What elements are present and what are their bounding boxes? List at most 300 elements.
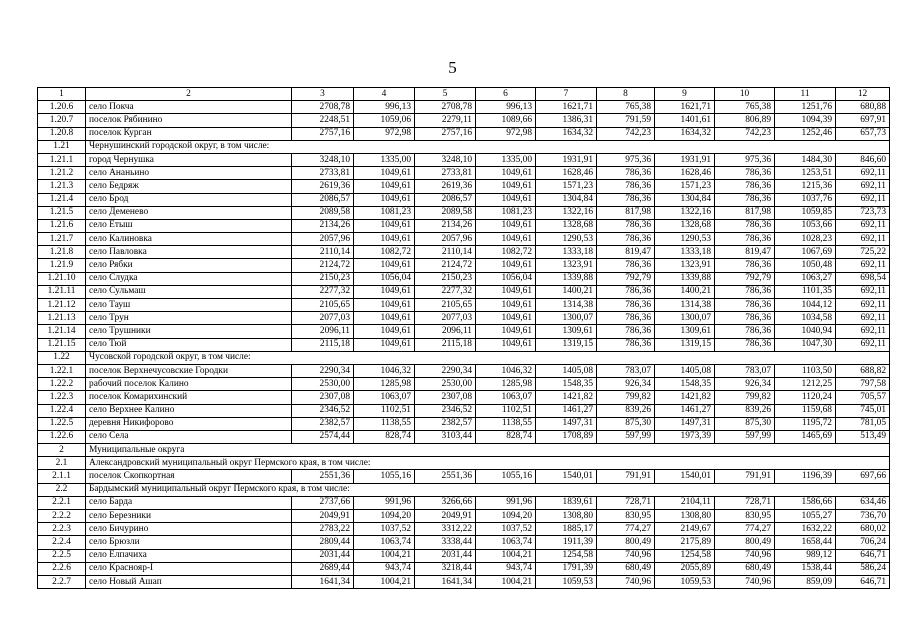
value-cell: 783,07 xyxy=(597,364,655,377)
value-cell: 1049,61 xyxy=(354,233,415,246)
value-cell: 1101,35 xyxy=(775,285,836,298)
row-code: 2.1.1 xyxy=(38,470,86,483)
value-cell: 692,11 xyxy=(836,299,890,312)
value-cell: 2055,89 xyxy=(655,562,715,575)
row-code: 2.2.1 xyxy=(38,496,86,509)
value-cell: 786,36 xyxy=(715,325,775,338)
row-code: 2.2 xyxy=(38,483,86,496)
value-cell: 791,91 xyxy=(597,470,655,483)
value-cell: 1300,07 xyxy=(655,312,715,325)
value-cell: 697,91 xyxy=(836,114,890,127)
value-cell: 1049,61 xyxy=(354,325,415,338)
value-cell: 1040,94 xyxy=(775,325,836,338)
group-row xyxy=(38,444,890,457)
value-cell: 839,26 xyxy=(597,404,655,417)
value-cell: 786,36 xyxy=(715,299,775,312)
table-row xyxy=(38,364,890,377)
value-cell: 1059,53 xyxy=(536,575,597,588)
settlement-name: поселок Верхнечусовские Городки xyxy=(86,364,292,377)
row-code: 1.20.6 xyxy=(38,101,86,114)
value-cell: 1254,58 xyxy=(655,549,715,562)
value-cell: 1049,61 xyxy=(354,312,415,325)
value-cell: 2105,65 xyxy=(415,299,476,312)
value-cell: 1304,84 xyxy=(655,193,715,206)
value-cell: 2149,67 xyxy=(655,523,715,536)
settlement-name: деревня Никифорово xyxy=(86,417,292,430)
value-cell: 1309,61 xyxy=(655,325,715,338)
table-row xyxy=(38,430,890,443)
value-cell: 1314,38 xyxy=(536,299,597,312)
settlement-name: село Слудка xyxy=(86,272,292,285)
settlement-name: село Трушники xyxy=(86,325,292,338)
value-cell: 2115,18 xyxy=(415,338,476,351)
value-cell: 2175,89 xyxy=(655,536,715,549)
value-cell: 1319,15 xyxy=(536,338,597,351)
value-cell: 1308,80 xyxy=(536,510,597,523)
value-cell: 1791,39 xyxy=(536,562,597,575)
row-code: 1.21.10 xyxy=(38,272,86,285)
value-cell: 972,98 xyxy=(476,127,536,140)
settlement-name: село Новый Ашап xyxy=(86,575,292,588)
table-row xyxy=(38,536,890,549)
value-cell: 830,95 xyxy=(715,510,775,523)
value-cell: 786,36 xyxy=(715,312,775,325)
value-cell: 943,74 xyxy=(476,562,536,575)
value-cell: 1059,85 xyxy=(775,206,836,219)
value-cell: 740,96 xyxy=(715,575,775,588)
value-cell: 1034,58 xyxy=(775,312,836,325)
value-cell: 742,23 xyxy=(715,127,775,140)
value-cell: 819,47 xyxy=(597,246,655,259)
value-cell: 705,57 xyxy=(836,391,890,404)
value-cell: 1421,82 xyxy=(655,391,715,404)
value-cell: 1049,61 xyxy=(476,233,536,246)
value-cell: 2150,23 xyxy=(292,272,354,285)
value-cell: 1839,61 xyxy=(536,496,597,509)
row-code: 2.2.6 xyxy=(38,562,86,575)
table-row xyxy=(38,193,890,206)
value-cell: 1138,55 xyxy=(476,417,536,430)
value-cell: 2619,36 xyxy=(292,180,354,193)
value-cell: 1050,48 xyxy=(775,259,836,272)
row-code: 1.21.5 xyxy=(38,206,86,219)
value-cell: 1049,61 xyxy=(354,167,415,180)
value-cell: 2619,36 xyxy=(415,180,476,193)
value-cell: 3338,44 xyxy=(415,536,476,549)
value-cell: 830,95 xyxy=(597,510,655,523)
value-cell: 513,49 xyxy=(836,430,890,443)
value-cell: 786,36 xyxy=(597,219,655,232)
value-cell: 989,12 xyxy=(775,549,836,562)
table-row xyxy=(38,496,890,509)
value-cell: 2307,08 xyxy=(292,391,354,404)
value-cell: 1044,12 xyxy=(775,299,836,312)
value-cell: 1401,61 xyxy=(655,114,715,127)
value-cell: 2757,16 xyxy=(415,127,476,140)
value-cell: 1621,71 xyxy=(536,101,597,114)
table-row xyxy=(38,127,890,140)
value-cell: 692,11 xyxy=(836,325,890,338)
row-code: 1.22 xyxy=(38,351,86,364)
value-cell: 1004,21 xyxy=(476,575,536,588)
column-header: 5 xyxy=(415,88,476,101)
value-cell: 2733,81 xyxy=(292,167,354,180)
value-cell: 1571,23 xyxy=(655,180,715,193)
value-cell: 680,02 xyxy=(836,523,890,536)
value-cell: 1081,23 xyxy=(354,206,415,219)
value-cell: 1333,18 xyxy=(655,246,715,259)
value-cell: 800,49 xyxy=(715,536,775,549)
table-row xyxy=(38,404,890,417)
value-cell: 1049,61 xyxy=(476,180,536,193)
value-cell: 1089,66 xyxy=(476,114,536,127)
value-cell: 996,13 xyxy=(354,101,415,114)
value-cell: 2757,16 xyxy=(292,127,354,140)
value-cell: 2096,11 xyxy=(415,325,476,338)
value-cell: 781,05 xyxy=(836,417,890,430)
value-cell: 1254,58 xyxy=(536,549,597,562)
row-code: 1.20.7 xyxy=(38,114,86,127)
value-cell: 1339,88 xyxy=(536,272,597,285)
value-cell: 1634,32 xyxy=(655,127,715,140)
column-header: 1 xyxy=(38,88,86,101)
table-row xyxy=(38,153,890,166)
table-row xyxy=(38,180,890,193)
value-cell: 2290,34 xyxy=(292,364,354,377)
value-cell: 657,73 xyxy=(836,127,890,140)
value-cell: 1094,39 xyxy=(775,114,836,127)
value-cell: 586,24 xyxy=(836,562,890,575)
table-row xyxy=(38,299,890,312)
value-cell: 991,96 xyxy=(476,496,536,509)
value-cell: 786,36 xyxy=(597,325,655,338)
value-cell: 2382,57 xyxy=(292,417,354,430)
row-code: 2.2.2 xyxy=(38,510,86,523)
value-cell: 1215,36 xyxy=(775,180,836,193)
value-cell: 680,88 xyxy=(836,101,890,114)
group-title: Чусовской городской округ, в том числе: xyxy=(86,351,890,364)
value-cell: 2783,22 xyxy=(292,523,354,536)
value-cell: 1055,16 xyxy=(354,470,415,483)
settlement-name: село Трун xyxy=(86,312,292,325)
row-code: 1.22.5 xyxy=(38,417,86,430)
value-cell: 786,36 xyxy=(715,338,775,351)
value-cell: 817,98 xyxy=(715,206,775,219)
value-cell: 3103,44 xyxy=(415,430,476,443)
group-row xyxy=(38,483,890,496)
value-cell: 1049,61 xyxy=(476,325,536,338)
value-cell: 1102,51 xyxy=(476,404,536,417)
table-header-row xyxy=(38,88,890,101)
column-header: 6 xyxy=(476,88,536,101)
value-cell: 2086,57 xyxy=(415,193,476,206)
value-cell: 1055,16 xyxy=(476,470,536,483)
value-cell: 1049,61 xyxy=(354,299,415,312)
value-cell: 692,11 xyxy=(836,167,890,180)
value-cell: 1405,08 xyxy=(655,364,715,377)
settlement-name: село Тауш xyxy=(86,299,292,312)
value-cell: 1251,76 xyxy=(775,101,836,114)
value-cell: 943,74 xyxy=(354,562,415,575)
value-cell: 736,70 xyxy=(836,510,890,523)
page-number: 5 xyxy=(448,58,457,77)
value-cell: 2089,58 xyxy=(292,206,354,219)
value-cell: 740,96 xyxy=(715,549,775,562)
value-cell: 1049,61 xyxy=(476,259,536,272)
value-cell: 1049,61 xyxy=(476,285,536,298)
value-cell: 2057,96 xyxy=(415,233,476,246)
value-cell: 786,36 xyxy=(597,167,655,180)
value-cell: 692,11 xyxy=(836,219,890,232)
settlement-name: поселок Курган xyxy=(86,127,292,140)
table-row xyxy=(38,206,890,219)
value-cell: 728,71 xyxy=(597,496,655,509)
value-cell: 742,23 xyxy=(597,127,655,140)
value-cell: 1461,27 xyxy=(655,404,715,417)
value-cell: 634,46 xyxy=(836,496,890,509)
value-cell: 800,49 xyxy=(597,536,655,549)
value-cell: 1386,31 xyxy=(536,114,597,127)
value-cell: 1339,88 xyxy=(655,272,715,285)
table-row xyxy=(38,378,890,391)
table-row xyxy=(38,272,890,285)
value-cell: 786,36 xyxy=(597,180,655,193)
value-cell: 1335,00 xyxy=(354,153,415,166)
value-cell: 774,27 xyxy=(597,523,655,536)
column-header: 8 xyxy=(597,88,655,101)
value-cell: 1323,91 xyxy=(536,259,597,272)
settlement-name: село Березники xyxy=(86,510,292,523)
row-code: 1.21.12 xyxy=(38,299,86,312)
value-cell: 786,36 xyxy=(715,219,775,232)
value-cell: 817,98 xyxy=(597,206,655,219)
value-cell: 1314,38 xyxy=(655,299,715,312)
value-cell: 1304,84 xyxy=(536,193,597,206)
settlement-name: рабочий поселок Калино xyxy=(86,378,292,391)
table-row xyxy=(38,101,890,114)
value-cell: 745,01 xyxy=(836,404,890,417)
value-cell: 797,58 xyxy=(836,378,890,391)
value-cell: 1056,04 xyxy=(354,272,415,285)
value-cell: 2077,03 xyxy=(415,312,476,325)
value-cell: 2574,44 xyxy=(292,430,354,443)
table-body xyxy=(38,88,890,589)
value-cell: 975,36 xyxy=(597,153,655,166)
value-cell: 786,36 xyxy=(597,299,655,312)
value-cell: 2049,91 xyxy=(292,510,354,523)
value-cell: 692,11 xyxy=(836,233,890,246)
value-cell: 1055,27 xyxy=(775,510,836,523)
value-cell: 799,82 xyxy=(715,391,775,404)
value-cell: 1103,50 xyxy=(775,364,836,377)
row-code: 1.20.8 xyxy=(38,127,86,140)
value-cell: 692,11 xyxy=(836,285,890,298)
value-cell: 2031,44 xyxy=(415,549,476,562)
value-cell: 774,27 xyxy=(715,523,775,536)
value-cell: 786,36 xyxy=(597,285,655,298)
row-code: 1.22.6 xyxy=(38,430,86,443)
value-cell: 646,71 xyxy=(836,549,890,562)
value-cell: 1911,39 xyxy=(536,536,597,549)
value-cell: 2346,52 xyxy=(292,404,354,417)
value-cell: 1059,53 xyxy=(655,575,715,588)
value-cell: 1094,20 xyxy=(354,510,415,523)
value-cell: 1335,00 xyxy=(476,153,536,166)
value-cell: 1120,24 xyxy=(775,391,836,404)
value-cell: 692,11 xyxy=(836,259,890,272)
value-cell: 1049,61 xyxy=(476,167,536,180)
value-cell: 2689,44 xyxy=(292,562,354,575)
value-cell: 1484,30 xyxy=(775,153,836,166)
settlement-name: село Села xyxy=(86,430,292,443)
row-code: 1.21.15 xyxy=(38,338,86,351)
table-row xyxy=(38,167,890,180)
value-cell: 1465,69 xyxy=(775,430,836,443)
value-cell: 692,11 xyxy=(836,193,890,206)
value-cell: 2248,51 xyxy=(292,114,354,127)
table-row xyxy=(38,312,890,325)
group-title: Бардымский муниципальный округ Пермского края, в том числе: xyxy=(86,483,890,496)
value-cell: 1421,82 xyxy=(536,391,597,404)
value-cell: 1290,53 xyxy=(536,233,597,246)
value-cell: 1322,16 xyxy=(655,206,715,219)
row-code: 1.21.14 xyxy=(38,325,86,338)
value-cell: 2077,03 xyxy=(292,312,354,325)
row-code: 1.21.8 xyxy=(38,246,86,259)
value-cell: 786,36 xyxy=(715,233,775,246)
settlement-name: поселок Скопкортная xyxy=(86,470,292,483)
value-cell: 692,11 xyxy=(836,180,890,193)
value-cell: 1405,08 xyxy=(536,364,597,377)
value-cell: 3218,44 xyxy=(415,562,476,575)
value-cell: 1102,51 xyxy=(354,404,415,417)
group-title: Александровский муниципальный округ Пермского края, в том числе: xyxy=(86,457,890,470)
value-cell: 1049,61 xyxy=(354,193,415,206)
settlement-name: село Барда xyxy=(86,496,292,509)
value-cell: 1628,46 xyxy=(536,167,597,180)
column-header: 7 xyxy=(536,88,597,101)
value-cell: 786,36 xyxy=(597,233,655,246)
row-code: 1.21.7 xyxy=(38,233,86,246)
value-cell: 2307,08 xyxy=(415,391,476,404)
row-code: 1.22.3 xyxy=(38,391,86,404)
table-row xyxy=(38,391,890,404)
value-cell: 2110,14 xyxy=(415,246,476,259)
value-cell: 2279,11 xyxy=(415,114,476,127)
value-cell: 1196,39 xyxy=(775,470,836,483)
value-cell: 1632,22 xyxy=(775,523,836,536)
value-cell: 1328,68 xyxy=(655,219,715,232)
value-cell: 3248,10 xyxy=(415,153,476,166)
value-cell: 2733,81 xyxy=(415,167,476,180)
settlement-name: село Сульмаш xyxy=(86,285,292,298)
value-cell: 1049,61 xyxy=(354,180,415,193)
value-cell: 786,36 xyxy=(597,259,655,272)
column-header: 11 xyxy=(775,88,836,101)
row-code: 1.21.6 xyxy=(38,219,86,232)
settlement-name: село Тюй xyxy=(86,338,292,351)
value-cell: 2290,34 xyxy=(415,364,476,377)
value-cell: 1497,31 xyxy=(536,417,597,430)
table-row xyxy=(38,338,890,351)
value-cell: 2057,96 xyxy=(292,233,354,246)
value-cell: 2124,72 xyxy=(415,259,476,272)
value-cell: 728,71 xyxy=(715,496,775,509)
column-header: 4 xyxy=(354,88,415,101)
row-code: 2.2.4 xyxy=(38,536,86,549)
value-cell: 1931,91 xyxy=(536,153,597,166)
value-cell: 1641,34 xyxy=(292,575,354,588)
value-cell: 786,36 xyxy=(597,338,655,351)
value-cell: 1973,39 xyxy=(655,430,715,443)
value-cell: 1548,35 xyxy=(536,378,597,391)
value-cell: 2115,18 xyxy=(292,338,354,351)
value-cell: 2104,11 xyxy=(655,496,715,509)
value-cell: 2530,00 xyxy=(415,378,476,391)
table-row xyxy=(38,259,890,272)
value-cell: 706,24 xyxy=(836,536,890,549)
value-cell: 2089,58 xyxy=(415,206,476,219)
value-cell: 846,60 xyxy=(836,153,890,166)
value-cell: 791,59 xyxy=(597,114,655,127)
value-cell: 1540,01 xyxy=(655,470,715,483)
value-cell: 1309,61 xyxy=(536,325,597,338)
value-cell: 2110,14 xyxy=(292,246,354,259)
value-cell: 1708,89 xyxy=(536,430,597,443)
value-cell: 2708,78 xyxy=(292,101,354,114)
table-row xyxy=(38,523,890,536)
value-cell: 697,66 xyxy=(836,470,890,483)
value-cell: 926,34 xyxy=(597,378,655,391)
value-cell: 3248,10 xyxy=(292,153,354,166)
value-cell: 1049,61 xyxy=(476,219,536,232)
value-cell: 1634,32 xyxy=(536,127,597,140)
value-cell: 1049,61 xyxy=(476,193,536,206)
value-cell: 792,79 xyxy=(715,272,775,285)
value-cell: 2096,11 xyxy=(292,325,354,338)
row-code: 2.2.7 xyxy=(38,575,86,588)
value-cell: 1212,25 xyxy=(775,378,836,391)
value-cell: 2105,65 xyxy=(292,299,354,312)
row-code: 1.21.3 xyxy=(38,180,86,193)
group-row xyxy=(38,140,890,153)
value-cell: 1037,52 xyxy=(354,523,415,536)
value-cell: 791,91 xyxy=(715,470,775,483)
value-cell: 2134,26 xyxy=(415,219,476,232)
value-cell: 875,30 xyxy=(597,417,655,430)
column-header: 2 xyxy=(86,88,292,101)
value-cell: 1037,76 xyxy=(775,193,836,206)
value-cell: 2708,78 xyxy=(415,101,476,114)
value-cell: 819,47 xyxy=(715,246,775,259)
value-cell: 646,71 xyxy=(836,575,890,588)
table-row xyxy=(38,233,890,246)
value-cell: 1047,30 xyxy=(775,338,836,351)
value-cell: 2086,57 xyxy=(292,193,354,206)
value-cell: 1322,16 xyxy=(536,206,597,219)
value-cell: 1497,31 xyxy=(655,417,715,430)
value-cell: 786,36 xyxy=(715,167,775,180)
value-cell: 2277,32 xyxy=(415,285,476,298)
table-row xyxy=(38,549,890,562)
value-cell: 1538,44 xyxy=(775,562,836,575)
value-cell: 1319,15 xyxy=(655,338,715,351)
value-cell: 1049,61 xyxy=(354,259,415,272)
value-cell: 692,11 xyxy=(836,338,890,351)
value-cell: 1658,44 xyxy=(775,536,836,549)
value-cell: 1056,04 xyxy=(476,272,536,285)
row-code: 2 xyxy=(38,444,86,457)
